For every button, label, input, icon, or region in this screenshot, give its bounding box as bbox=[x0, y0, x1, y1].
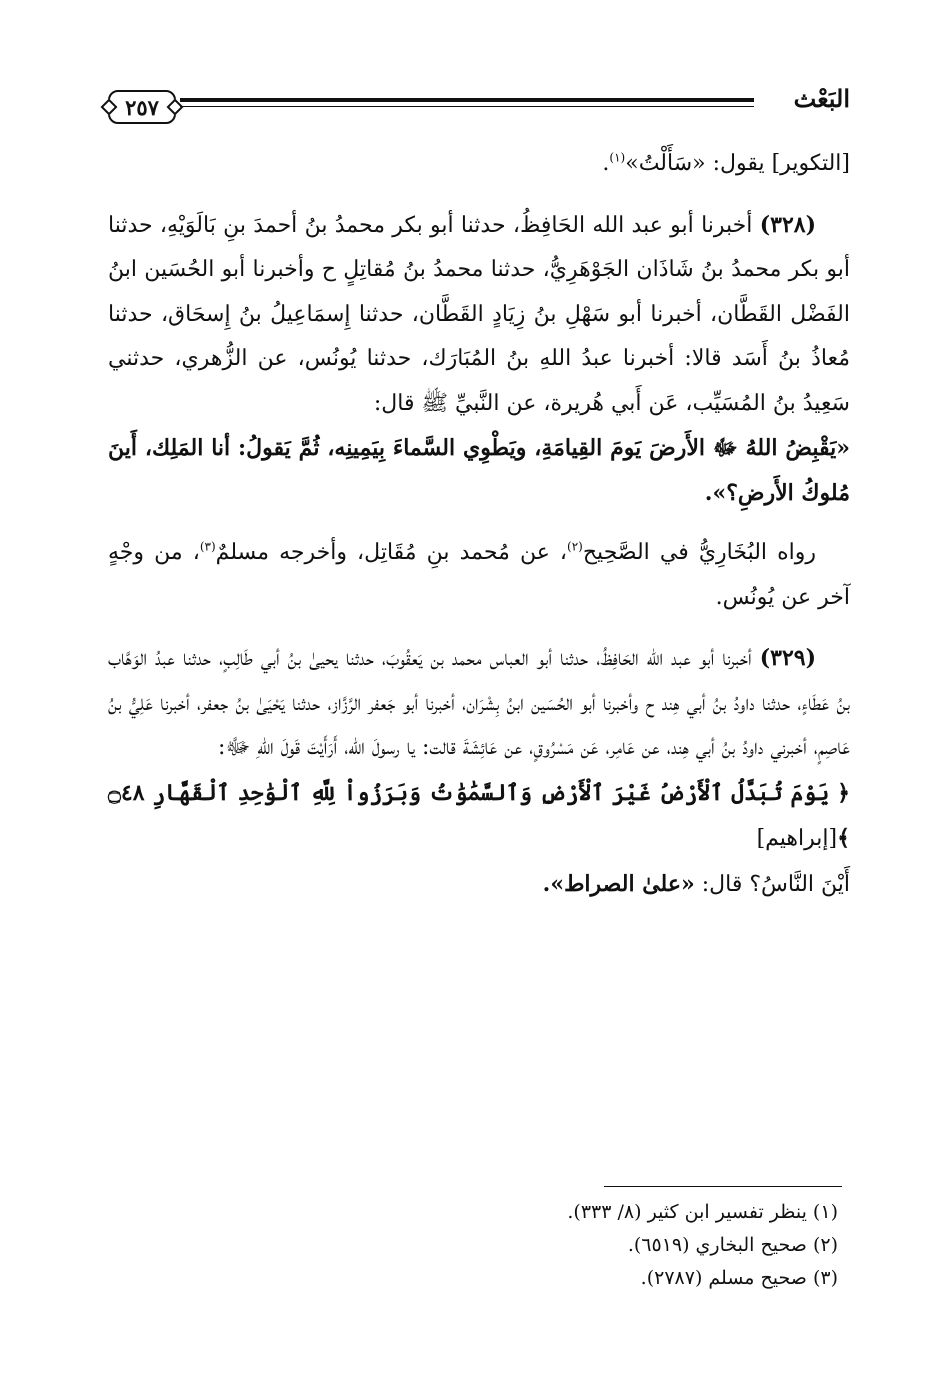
footnote-ref: (١) bbox=[609, 150, 626, 165]
hadith-328-takhrij: رواه البُخَارِيُّ في الصَّحِيح$^{(٢)}$، عن مُحمد بنِ مُقَاتِل، وأخرجه مسلمٌ$^{(٣)}$، من وجْهٍ آخر عن يُونُس. bbox=[108, 539, 850, 610]
header-rule bbox=[180, 98, 754, 102]
surah-name: [إبراهيم] bbox=[756, 826, 838, 851]
hadith-number: (٣٢٨) bbox=[759, 211, 817, 238]
book-title: البَعْث bbox=[793, 84, 850, 113]
footnotes bbox=[100, 1196, 842, 1295]
hadith-328-matn: «يَقْبِضُ اللهُ ﷻ الأَرضَ يَومَ القِيامَةِ، ويَطْوِي السَّماءَ بِيَمِينِه، ثُمَّ يَقولُ: أنا المَلِك، أَينَ مُلوكُ الأَرضِ؟». bbox=[108, 435, 850, 506]
footnote-2: (٢) صحيح البخاري (٦٥١٩). bbox=[627, 1234, 838, 1256]
footnote-ref: (٢) bbox=[567, 539, 583, 554]
footnote-3: (٣) صحيح مسلم (٢٧٨٧). bbox=[640, 1267, 838, 1289]
hadith-329-ending: أَيْنَ النَّاسُ؟ قال: «علىٰ الصراط». bbox=[542, 870, 850, 897]
page-header bbox=[108, 86, 850, 134]
footnote-separator bbox=[604, 1186, 842, 1187]
hadith-number: (٣٢٩) bbox=[759, 645, 816, 671]
footnote-1: (١) ينظر تفسير ابن كثير (٨/ ٣٣٣). bbox=[567, 1201, 838, 1223]
main-text bbox=[108, 142, 850, 907]
quran-verse: ﴿ يَوْمَ تُبَدَّلُ ٱلْأَرْضُ غَيْرَ ٱلْأَرْضِ وَٱلسَّمَٰوَٰتُ وَبَرَزُواْ لِلَّهِ ٱلْوَٰحِدِ ٱلْقَهَّارِ ۝٤٨ ﴾[إبراهيم] bbox=[108, 779, 850, 851]
page-number: ٢٥٧ bbox=[108, 90, 176, 124]
continuation-line: [التكوير] يقول: «سَأَلْتُ»$^{(١)}$. bbox=[602, 150, 850, 176]
footnote-ref: (٣) bbox=[199, 539, 216, 554]
hadith-328-isnad: (٣٢٨) أخبرنا أبو عبد الله الحَافِظُ، حدثنا أبو بكر محمدُ بنُ أحمدَ بنِ بَالَوَيْهِ، حدثنا أبو بكر محمدُ بنُ شَاذَان الجَوْهَرِيُّ، حدثنا محمدُ بنُ مُقاتِلٍ ح وأخبرنا أبو الحُسَين ابنُ الفَضْل القَطَّان، أخبرنا أبو سَهْلِ بنُ زِيَادٍ القَطَّان، حدثنا إِسمَاعِيلُ بنُ إِسحَاق، حدثنا مُعاذُ بنُ أَسَد قالا: أخبرنا عبدُ اللهِ بنُ المُبَارَك، حدثنا يُونُس، عن الزُّهري، حدثني سَعِيدُ بنُ المُسَيِّب، عَن أَبي هُريرة، عن النَّبيِّ ﷺ قال: bbox=[108, 211, 850, 416]
header-rule-thin bbox=[180, 106, 754, 107]
hadith-329-isnad: (٣٢٩) أخبرنا أبو عبد الله الحَافِظُ، حدثنا أبو العباس محمد بن يَعقُوبَ، حدثنا يحيىٰ بنُ أبي طَالِبٍ، حدثنا عبدُ الوَهَّاب بنُ عَطَاءٍ، حدثنا داودُ بنُ أبي هِند ح وأخبرنا أبو الحُسَين ابنُ بِشْرَان، أخبرنا أبو جَعفر الرَّزَّاز، حدثنا يَحْيَىٰ بنُ جعفر، أخبرنا عَلِيُّ بنُ عَاصِمٍ، أخبرني داودُ بنُ أبي هِند، عن عَامِر، عَن مَسْرُوقٍ، عن عَائِشَةَ قالت: يا رسولَ الله، أَرَأَيْتَ قَولَ اللهِ ﷻ: bbox=[108, 645, 850, 760]
